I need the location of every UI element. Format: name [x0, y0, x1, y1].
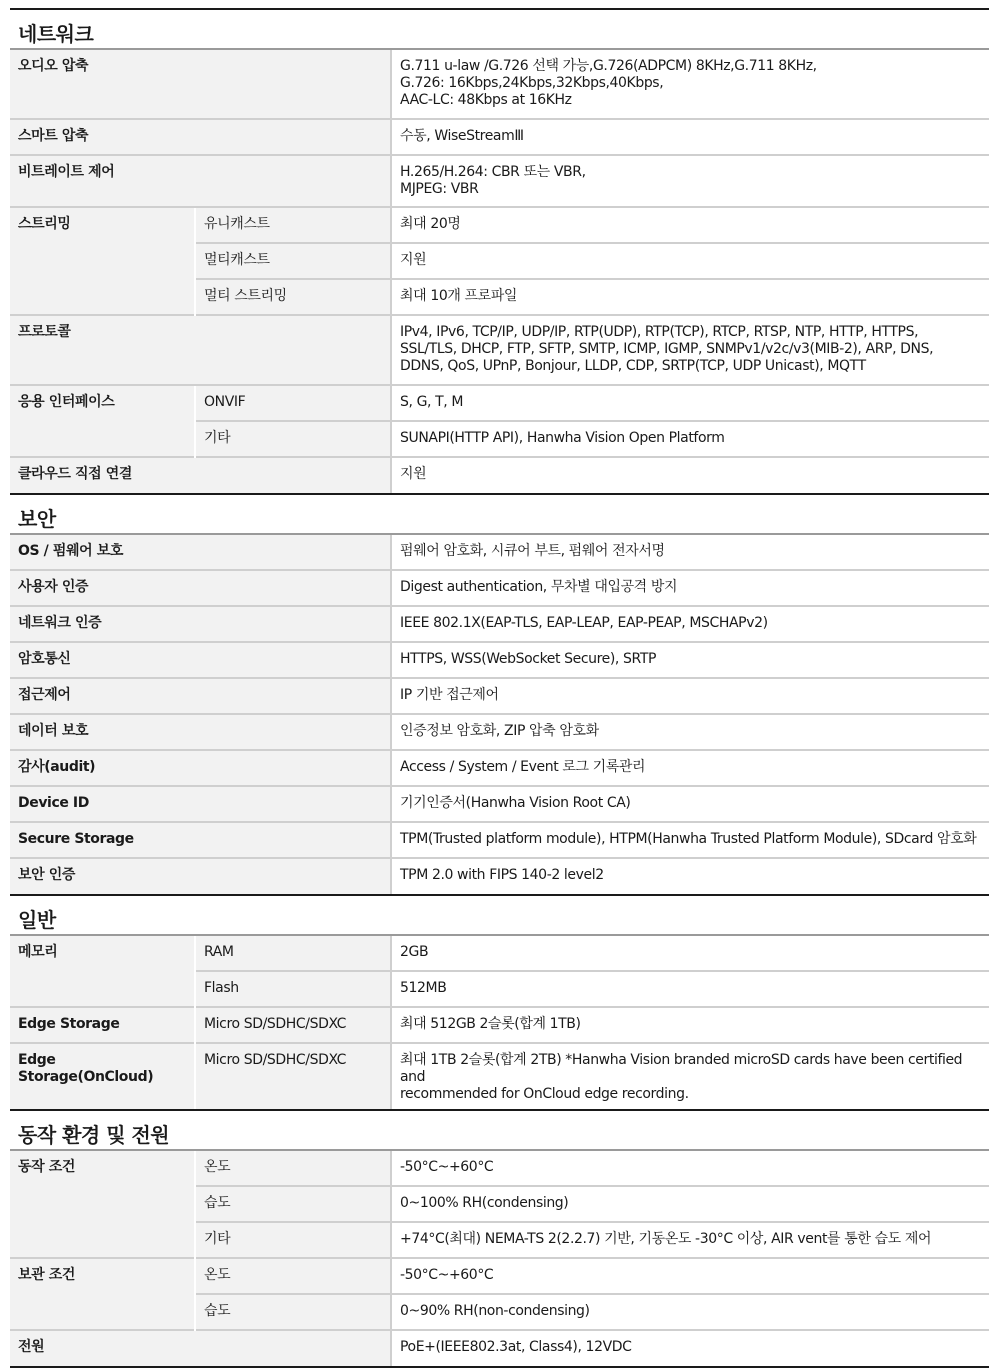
- spec-value-line: AAC-LC: 48Kbps at 16KHz: [400, 92, 572, 108]
- spec-value: [391, 279, 989, 315]
- spec-row: [10, 642, 989, 678]
- spec-value: [391, 1258, 989, 1294]
- spec-row: [10, 49, 989, 119]
- spec-row: [10, 750, 989, 786]
- spec-label: Edge Storage(OnCloud): [10, 1043, 195, 1109]
- spec-value: [391, 606, 989, 642]
- spec-value-line: 수동, WiseStreamⅢ: [400, 128, 524, 144]
- spec-value-line: IPv4, IPv6, TCP/IP, UDP/IP, RTP(UDP), RTP(TCP), RTCP, RTSP, NTP, HTTP, HTTPS,: [400, 324, 919, 340]
- spec-row: [10, 1150, 989, 1186]
- spec-value: [391, 750, 989, 786]
- spec-value-line: 펌웨어 암호화, 시큐어 부트, 펌웨어 전자서명: [400, 543, 665, 559]
- spec-row: [10, 858, 989, 894]
- spec-value: [391, 642, 989, 678]
- spec-value-line: G.726: 16Kbps,24Kbps,32Kbps,40Kbps,: [400, 75, 664, 91]
- spec-value: [391, 1294, 989, 1330]
- spec-label: Edge Storage: [10, 1007, 195, 1043]
- spec-row: [10, 457, 989, 493]
- spec-value-line: 기기인증서(Hanwha Vision Root CA): [400, 795, 631, 811]
- section-title: 일반: [10, 894, 989, 934]
- spec-label: Secure Storage: [10, 822, 391, 858]
- spec-value-line: G.711 u-law /G.726 선택 가능,G.726(ADPCM) 8KHz,G.711 8KHz,: [400, 58, 817, 74]
- spec-value-line: H.265/H.264: CBR 또는 VBR,: [400, 164, 586, 180]
- spec-sublabel: Flash: [195, 971, 391, 1007]
- spec-sublabel: 멀티캐스트: [195, 243, 391, 279]
- spec-value: [391, 1186, 989, 1222]
- spec-value-line: 지원: [400, 466, 427, 482]
- spec-value: [391, 822, 989, 858]
- spec-value: [391, 935, 989, 971]
- spec-value: [391, 155, 989, 207]
- spec-label: 암호통신: [10, 642, 391, 678]
- spec-value: [391, 421, 989, 457]
- spec-value: [391, 457, 989, 493]
- spec-row: [10, 1258, 989, 1294]
- spec-label: 감사(audit): [10, 750, 391, 786]
- spec-value-line: DDNS, QoS, UPnP, Bonjour, LLDP, CDP, SRTP(TCP, UDP Unicast), MQTT: [400, 358, 866, 374]
- spec-label: 오디오 압축: [10, 49, 391, 119]
- spec-row: [10, 935, 989, 971]
- spec-value-line: TPM 2.0 with FIPS 140-2 level2: [400, 867, 604, 883]
- spec-value: [391, 49, 989, 119]
- spec-sublabel: 온도: [195, 1258, 391, 1294]
- spec-value-line: TPM(Trusted platform module), HTPM(Hanwha Trusted Platform Module), SDcard 암호화: [400, 831, 977, 847]
- spec-label: 클라우드 직접 연결: [10, 457, 391, 493]
- spec-value: [391, 678, 989, 714]
- spec-value: [391, 1043, 989, 1109]
- spec-row: [10, 678, 989, 714]
- spec-value: [391, 714, 989, 750]
- section-title: 네트워크: [10, 8, 989, 48]
- spec-value: [391, 315, 989, 385]
- spec-value-line: recommended for OnCloud edge recording.: [400, 1086, 689, 1102]
- spec-row: [10, 570, 989, 606]
- spec-value-line: 0~90% RH(non-condensing): [400, 1303, 590, 1319]
- spec-label: 동작 조건: [10, 1150, 195, 1258]
- spec-value-line: 최대 512GB 2슬롯(합계 1TB): [400, 1016, 581, 1032]
- spec-label: 보관 조건: [10, 1258, 195, 1330]
- spec-value-line: SSL/TLS, DHCP, FTP, SFTP, SMTP, ICMP, IGMP, SNMPv1/v2c/v3(MIB-2), ARP, DNS,: [400, 341, 934, 357]
- spec-row: [10, 385, 989, 421]
- spec-table: [10, 48, 989, 493]
- spec-sublabel: 유니캐스트: [195, 207, 391, 243]
- spec-label: OS / 펌웨어 보호: [10, 534, 391, 570]
- spec-value-line: 512MB: [400, 980, 447, 996]
- spec-value-line: 최대 10개 프로파일: [400, 288, 517, 304]
- spec-sublabel: Micro SD/SDHC/SDXC: [195, 1043, 391, 1109]
- spec-value-line: 0~100% RH(condensing): [400, 1195, 569, 1211]
- spec-value: [391, 119, 989, 155]
- spec-value-line: IP 기반 접근제어: [400, 687, 499, 703]
- spec-label: 데이터 보호: [10, 714, 391, 750]
- spec-sublabel: Micro SD/SDHC/SDXC: [195, 1007, 391, 1043]
- spec-label: 사용자 인증: [10, 570, 391, 606]
- spec-value-line: Digest authentication, 무차별 대입공격 방지: [400, 579, 678, 595]
- spec-sublabel: 멀티 스트리밍: [195, 279, 391, 315]
- spec-sublabel: 온도: [195, 1150, 391, 1186]
- spec-table: [10, 1149, 989, 1366]
- spec-value: [391, 1330, 989, 1366]
- spec-row: [10, 1043, 989, 1109]
- spec-value-line: IEEE 802.1X(EAP-TLS, EAP-LEAP, EAP-PEAP, MSCHAPv2): [400, 615, 768, 631]
- spec-value-line: 최대 20명: [400, 216, 461, 232]
- spec-label: 비트레이트 제어: [10, 155, 391, 207]
- spec-label: 전원: [10, 1330, 391, 1366]
- spec-sublabel: 습도: [195, 1294, 391, 1330]
- spec-value: [391, 570, 989, 606]
- spec-value: [391, 1150, 989, 1186]
- spec-label: 프로토콜: [10, 315, 391, 385]
- spec-row: [10, 315, 989, 385]
- spec-value-line: S, G, T, M: [400, 394, 464, 410]
- spec-row: [10, 119, 989, 155]
- spec-sublabel: 기타: [195, 421, 391, 457]
- spec-row: [10, 714, 989, 750]
- spec-label: 메모리: [10, 935, 195, 1007]
- spec-value-line: -50°C~+60°C: [400, 1159, 494, 1175]
- section-title: 동작 환경 및 전원: [10, 1109, 989, 1149]
- spec-row: [10, 207, 989, 243]
- spec-sublabel: ONVIF: [195, 385, 391, 421]
- spec-value-line: Access / System / Event 로그 기록관리: [400, 759, 646, 775]
- spec-label: 네트워크 인증: [10, 606, 391, 642]
- spec-sheet: [10, 8, 989, 1368]
- spec-table: [10, 533, 989, 894]
- spec-table: [10, 934, 989, 1109]
- section-title: 보안: [10, 493, 989, 533]
- spec-value: [391, 1222, 989, 1258]
- spec-label: 스트리밍: [10, 207, 195, 315]
- spec-sublabel: RAM: [195, 935, 391, 971]
- spec-label: Device ID: [10, 786, 391, 822]
- spec-row: [10, 1330, 989, 1366]
- spec-value-line: +74°C(최대) NEMA-TS 2(2.2.7) 기반, 기동온도 -30°C 이상, AIR vent를 통한 습도 제어: [400, 1231, 932, 1247]
- spec-value-line: 최대 1TB 2슬롯(합계 2TB) *Hanwha Vision branded microSD cards have been certified and: [400, 1052, 963, 1085]
- spec-value-line: -50°C~+60°C: [400, 1267, 494, 1283]
- spec-value: [391, 385, 989, 421]
- spec-value-line: 지원: [400, 252, 427, 268]
- spec-value: [391, 971, 989, 1007]
- spec-label: 응용 인터페이스: [10, 385, 195, 457]
- spec-row: [10, 786, 989, 822]
- spec-value-line: PoE+(IEEE802.3at, Class4), 12VDC: [400, 1339, 632, 1355]
- spec-row: [10, 155, 989, 207]
- spec-value: [391, 534, 989, 570]
- spec-row: [10, 822, 989, 858]
- spec-value-line: 2GB: [400, 944, 429, 960]
- spec-value: [391, 207, 989, 243]
- spec-label: 스마트 압축: [10, 119, 391, 155]
- spec-value-line: HTTPS, WSS(WebSocket Secure), SRTP: [400, 651, 657, 667]
- spec-sublabel: 습도: [195, 1186, 391, 1222]
- spec-value: [391, 858, 989, 894]
- spec-sublabel: 기타: [195, 1222, 391, 1258]
- spec-value: [391, 243, 989, 279]
- spec-value-line: SUNAPI(HTTP API), Hanwha Vision Open Platform: [400, 430, 725, 446]
- spec-row: [10, 1007, 989, 1043]
- spec-value-line: 인증정보 암호화, ZIP 압축 암호화: [400, 723, 599, 739]
- spec-label: 보안 인증: [10, 858, 391, 894]
- spec-value: [391, 786, 989, 822]
- spec-label: 접근제어: [10, 678, 391, 714]
- spec-row: [10, 534, 989, 570]
- spec-row: [10, 606, 989, 642]
- spec-value-line: MJPEG: VBR: [400, 181, 479, 197]
- spec-value: [391, 1007, 989, 1043]
